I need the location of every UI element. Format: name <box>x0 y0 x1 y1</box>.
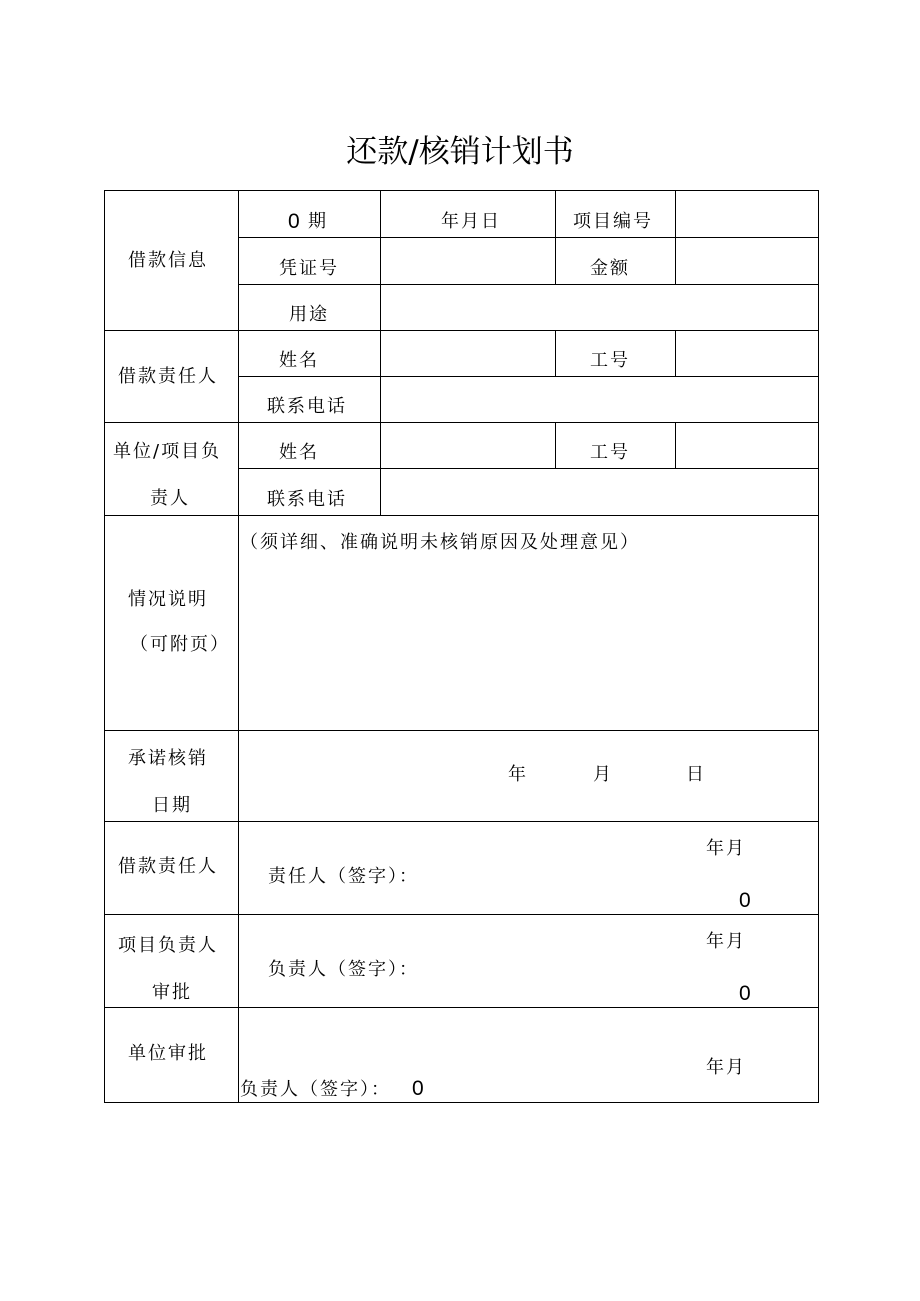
loan-info-label: 借款信息 <box>128 250 208 271</box>
row-line <box>105 422 819 423</box>
page-title: 还款/核销计划书 <box>346 134 574 170</box>
col-line <box>555 237 556 284</box>
borrower-sign-section-label: 借款责任人 <box>118 856 218 877</box>
voucher-label: 凭证号 <box>279 258 339 279</box>
borrower-name-label: 姓名 <box>279 350 319 371</box>
row-line <box>105 730 819 731</box>
unit-approval-date-label: 年月 <box>706 1057 746 1078</box>
borrower-id-label: 工号 <box>590 350 630 371</box>
borrower-phone-label: 联系电话 <box>267 396 347 417</box>
project-approval-label-line2: 审批 <box>152 982 192 1003</box>
period-number: 0 <box>288 210 300 233</box>
situation-label-line2: （可附页） <box>130 634 230 655</box>
col-line <box>380 191 381 284</box>
unit-approval-sign-value: 0 <box>412 1077 424 1100</box>
col-line <box>380 376 381 422</box>
commit-day-label: 日 <box>686 764 706 785</box>
commit-date-label-line2: 日期 <box>152 795 192 816</box>
borrower-sign-label: 责任人（签字）： <box>268 866 419 887</box>
row-line <box>105 914 819 915</box>
col-line <box>555 330 556 376</box>
row-line <box>238 468 819 469</box>
borrower-sign-date-value: 0 <box>739 889 751 912</box>
amount-label: 金额 <box>590 258 630 279</box>
commit-date-label-line1: 承诺核销 <box>128 748 208 769</box>
unit-head-id-label: 工号 <box>590 442 630 463</box>
loan-date-label: 年月日 <box>441 211 501 232</box>
unit-head-label-line1: 单位/项目负 <box>113 441 222 462</box>
col-line <box>675 191 676 237</box>
col-line <box>380 330 381 376</box>
situation-label-line1: 情况说明 <box>128 589 208 610</box>
unit-approval-label: 单位审批 <box>128 1043 208 1064</box>
project-approval-date-label: 年月 <box>706 931 746 952</box>
purpose-label: 用途 <box>289 304 329 325</box>
borrower-sign-date-label: 年月 <box>706 838 746 859</box>
row-line <box>105 1007 819 1008</box>
row-line <box>105 821 819 822</box>
col-line <box>555 422 556 468</box>
row-line <box>105 330 819 331</box>
unit-head-label-line2: 责人 <box>150 488 190 509</box>
project-approval-sign-label: 负责人（签字）： <box>268 959 419 980</box>
row-line <box>238 376 819 377</box>
commit-year-label: 年 <box>508 764 528 785</box>
row-line <box>238 284 819 285</box>
situation-note: （须详细、准确说明未核销原因及处理意见） <box>240 532 640 553</box>
unit-head-name-label: 姓名 <box>279 442 319 463</box>
col-line <box>675 330 676 376</box>
col-line <box>675 237 676 284</box>
row-line <box>105 515 819 516</box>
project-code-label: 项目编号 <box>573 211 653 232</box>
project-approval-date-value: 0 <box>739 982 751 1005</box>
col-line <box>380 422 381 515</box>
col-line <box>238 191 239 1103</box>
period-unit: 期 <box>308 211 328 232</box>
col-line <box>675 422 676 468</box>
col-line <box>380 284 381 330</box>
borrower-label: 借款责任人 <box>118 366 218 387</box>
project-approval-label-line1: 项目负责人 <box>118 935 218 956</box>
unit-head-phone-label: 联系电话 <box>267 489 347 510</box>
commit-month-label: 月 <box>593 764 613 785</box>
col-line <box>555 191 556 237</box>
row-line <box>238 237 819 238</box>
unit-approval-sign-label: 负责人（签字）： <box>240 1079 391 1100</box>
